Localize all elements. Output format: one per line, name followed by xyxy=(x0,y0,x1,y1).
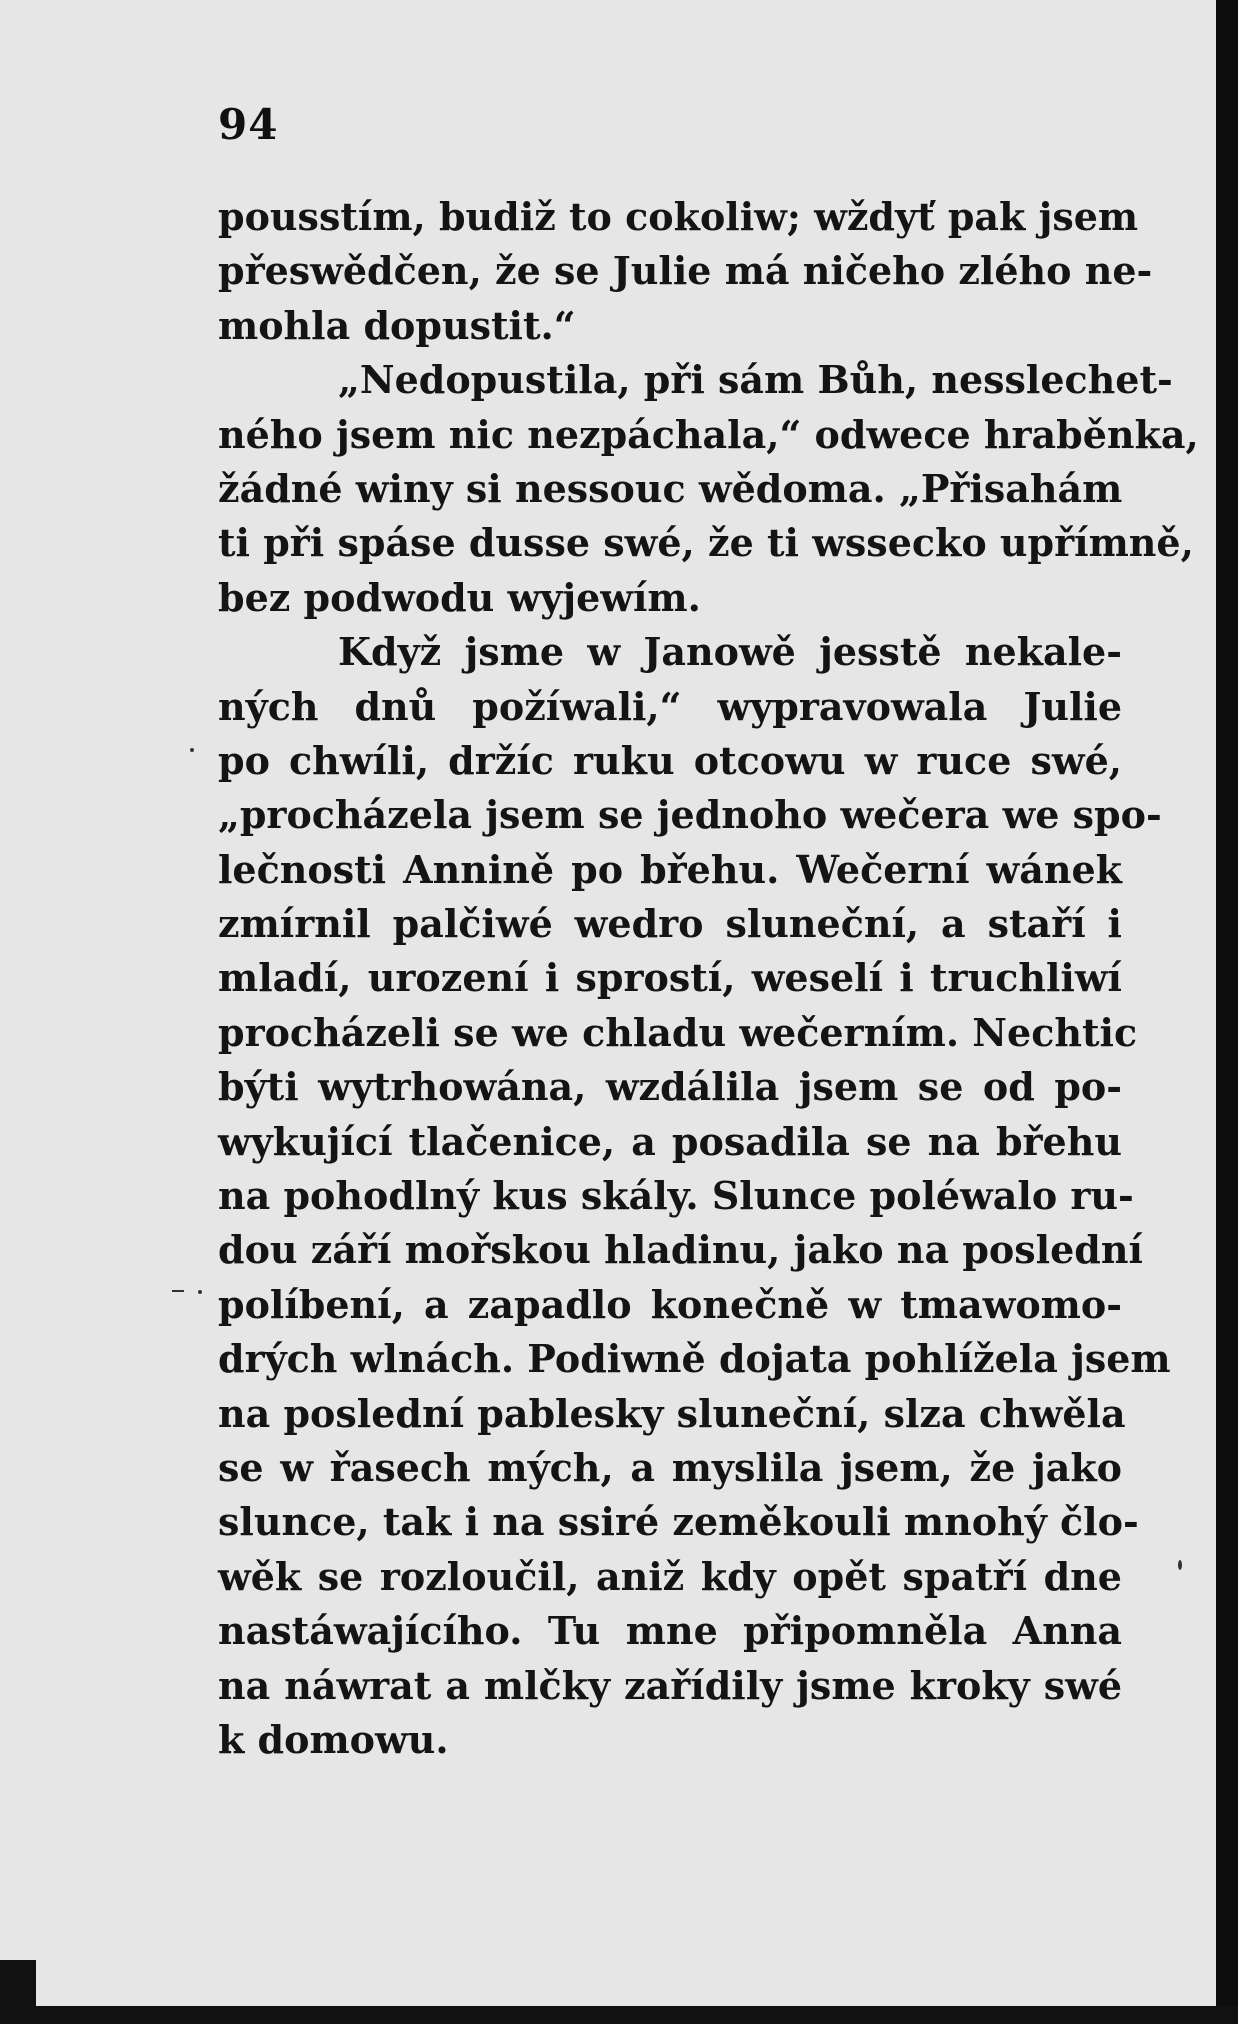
text-line: wykující tlačenice, a posadila se na břehu xyxy=(218,1118,1122,1164)
page-number: 94 xyxy=(218,100,279,149)
text-line: lečnosti Annině po břehu. Wečerní wánek xyxy=(218,846,1122,892)
body-text xyxy=(218,190,1199,1767)
text-line: žádné winy si nessouc wědoma. „Přisahám xyxy=(218,465,1123,511)
text-line: ti při spáse dusse swé, že ti wssecko upřímně, xyxy=(218,520,1194,566)
text-line: býti wytrhowána, wzdálila jsem se od po- xyxy=(218,1064,1122,1110)
text-line: bez podwodu wyjewím. xyxy=(218,574,701,620)
text-line: přeswědčen, že se Julie má ničeho zlého ne- xyxy=(218,248,1153,294)
scan-speck xyxy=(198,1290,202,1294)
text-line: wěk se rozloučil, aniž kdy opět spatří dne xyxy=(218,1553,1122,1599)
text-line: se w řasech mých, a myslila jsem, že jako xyxy=(218,1444,1122,1490)
text-line: mladí, urození i sprostí, weselí i truchliwí xyxy=(218,955,1122,1001)
text-line: pousstím, budiž to cokoliw; wždyť pak jsem xyxy=(218,194,1139,239)
text-line: dou září mořskou hladinu, jako na poslední xyxy=(218,1227,1143,1273)
text-line: „procházela jsem se jednoho wečera we spo- xyxy=(218,792,1162,838)
text-line: ného jsem nic nezpáchala,“ odwece hraběnka, xyxy=(218,411,1199,457)
text-line: zmírnil palčiwé wedro sluneční, a staří i xyxy=(218,901,1122,947)
text-line: na poslední pablesky sluneční, slza chwěla xyxy=(218,1390,1126,1436)
text-line: k domowu. xyxy=(218,1716,449,1762)
scan-edge-bottom xyxy=(0,2006,1238,2024)
text-line: políbení, a zapadlo konečně w tmawomo- xyxy=(218,1281,1122,1327)
scan-speck xyxy=(190,748,194,752)
text-line: nastáwajícího. Tu mne připomněla Anna xyxy=(218,1608,1122,1654)
scan-speck xyxy=(1178,1560,1182,1570)
scan-edge-right xyxy=(1216,0,1238,2024)
text-line: mohla dopustit.“ xyxy=(218,302,576,348)
text-line: procházeli se we chladu wečerním. Nechtic xyxy=(218,1009,1138,1055)
text-line: po chwíli, držíc ruku otcowu w ruce swé, xyxy=(218,737,1122,783)
text-line: na pohodlný kus skály. Slunce poléwalo ru- xyxy=(218,1173,1134,1219)
text-line: „Nedopustila, při sám Bůh, nesslechet- xyxy=(338,357,1173,403)
text-line: na náwrat a mlčky zařídily jsme kroky swé xyxy=(218,1662,1122,1708)
text-line: Když jsme w Janowě jesstě nekale- xyxy=(338,629,1122,675)
text-line: slunce, tak i na ssiré zeměkouli mnohý člo- xyxy=(218,1499,1139,1545)
scan-speck xyxy=(172,1290,184,1292)
text-line: drých wlnách. Podiwně dojata pohlížela jsem xyxy=(218,1336,1171,1382)
text-line: ných dnů požíwali,“ wypravowala Julie xyxy=(218,683,1122,729)
